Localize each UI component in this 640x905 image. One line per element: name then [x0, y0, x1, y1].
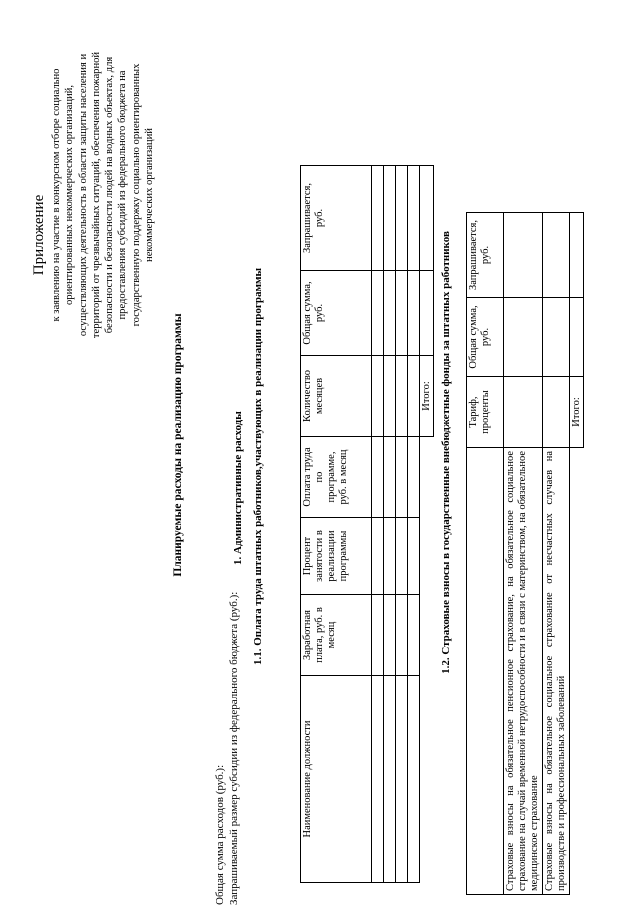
appendix-title: Приложение — [31, 194, 47, 276]
row-accident-insurance: Страховые взносы на обязательное социальное страхование от несчастных случаев на производстве и профессиональных заболеваний — [543, 448, 570, 895]
header-total-sum: Общая сумма, руб. — [467, 298, 504, 377]
table-total-row — [570, 213, 584, 895]
table-row — [396, 166, 408, 883]
table-row — [372, 166, 384, 883]
summary — [213, 592, 241, 905]
header-position: Наименование должности — [301, 676, 372, 883]
salary-table — [300, 165, 434, 883]
header-program-pay: Оплата труда по программе, руб. в месяц — [301, 437, 372, 518]
appendix-line: предоставления субсидий из федерального бюджета на — [117, 70, 129, 320]
section-1-1-heading: 1.1. Оплата труда штатных работников,участвующих в реализации программы — [252, 267, 264, 665]
header-employment-percent: Процент занятости в реализации программы — [301, 518, 372, 595]
header-months: Количество месяцев — [301, 356, 372, 437]
appendix-line: ориентированных некоммерческих организаций, — [64, 85, 76, 305]
appendix-line: безопасности и безопасности людей на водных объектах, для — [104, 56, 116, 334]
table-row — [384, 166, 396, 883]
header-total-sum: Общая сумма, руб. — [301, 271, 372, 356]
insurance-table — [466, 212, 584, 895]
summary-requested: Запрашиваемый размер субсидии из федерального бюджета (руб.): — [228, 591, 240, 905]
section-1-2-heading: 1.2. Страховые взносы в государственные внебюджетные фонды за штатных работников — [440, 231, 452, 674]
header-salary: Заработная плата, руб. в месяц — [301, 595, 372, 676]
main-title: Планируемые расходы на реализацию программы — [172, 313, 184, 577]
table-row — [504, 213, 543, 895]
appendix-line: некоммерческих организаций — [144, 128, 156, 262]
section-1-heading: 1. Административные расходы — [232, 411, 244, 565]
header-requested: Запрашивается, руб. — [467, 213, 504, 298]
appendix-line: к заявлению на участие в конкурсном отборе социально — [51, 68, 62, 322]
appendix-line: государственную поддержку социально ориентированных — [130, 63, 142, 327]
header-requested: Запрашивается, руб. — [301, 166, 372, 271]
appendix-subtitle — [50, 45, 156, 345]
total-label: Итого: — [420, 356, 434, 437]
total-label: Итого: — [570, 377, 584, 448]
table-row — [408, 166, 420, 883]
table-header-row — [301, 166, 372, 883]
header-tariff: Тариф, проценты — [467, 377, 504, 448]
header-blank — [467, 448, 504, 895]
table-header-row — [467, 213, 504, 895]
appendix-line: осуществляющих деятельность в области защиты населения и — [77, 53, 89, 337]
appendix-line: территорий от чрезвычайных ситуаций, обеспечения пожарной — [90, 51, 102, 339]
summary-total: Общая сумма расходов (руб.): — [214, 764, 226, 905]
table-row — [543, 213, 570, 895]
row-pension-insurance: Страховые взносы на обязательное пенсионное страхование, на обязательное социальное страхование на случай временной нетрудоспособности и в связи с материнством, на обязательное медицинское страхование — [504, 448, 543, 895]
table-total-row — [420, 166, 434, 883]
